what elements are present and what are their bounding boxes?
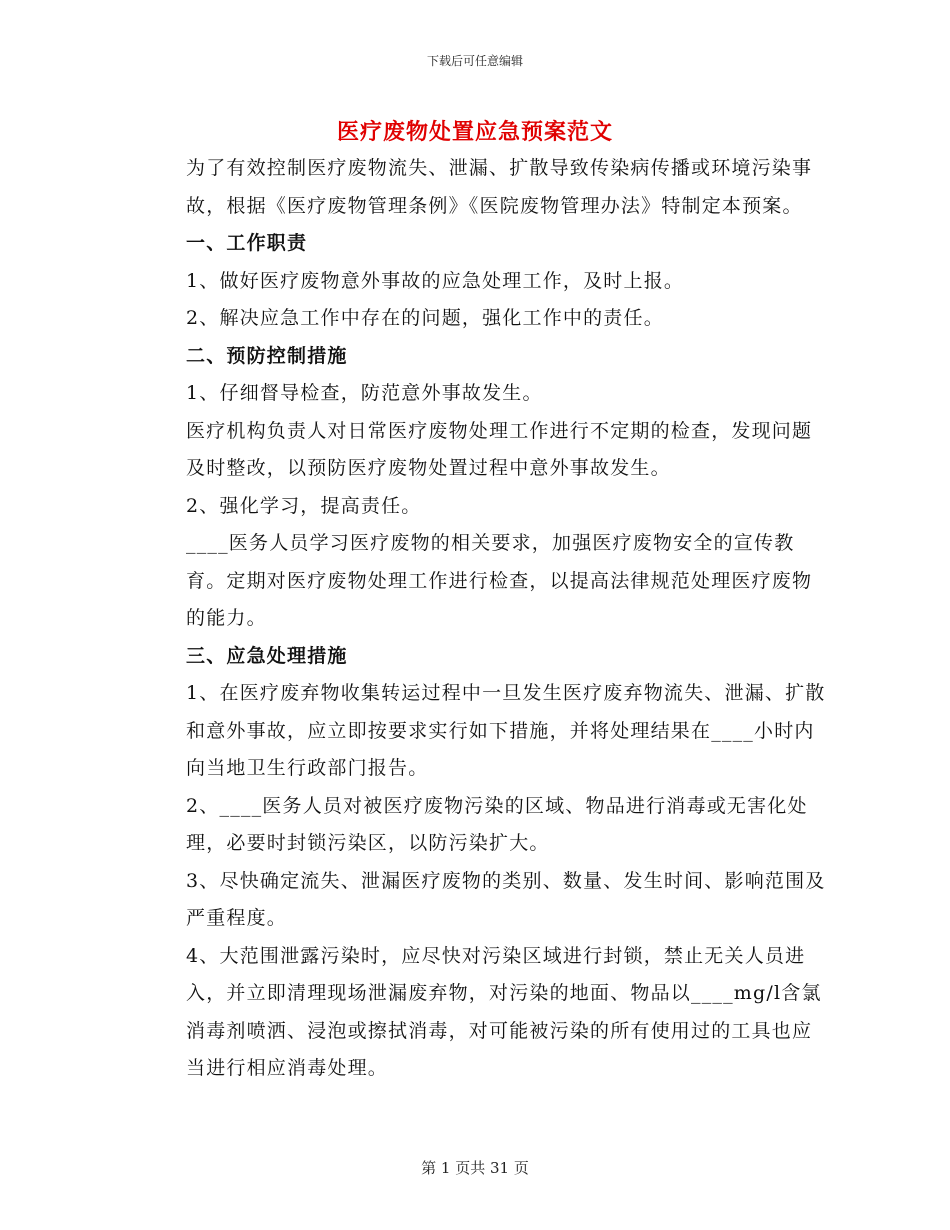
duty-item-1: 1、做好医疗废物意外事故的应急处理工作，及时上报。 (186, 269, 685, 292)
prevention-item-2: 2、强化学习，提高责任。 (186, 494, 422, 517)
emergency-item-1: 1、在医疗废弃物收集转运过程中一旦发生医疗废弃物流失、泄漏、扩散和意外事故，应立即按要求实行如下措施，并将处理结果在____小时内向当地卫生行政部门报告。 (186, 682, 826, 779)
section-heading-duties: 一、工作职责 (186, 232, 308, 254)
emergency-item-4: 4、大范围泄露污染时，应尽快对污染区域进行封锁，禁止无关人员进入，并立即清理现场泄漏废弃物，对污染的地面、物品以____mg/l含氯消毒剂喷洒、浸泡或擦拭消毒，对可能被污染的所有使用过的工具也应当进行相应消毒处理。 (186, 944, 822, 1079)
document-body (140, 150, 830, 1088)
prevention-item-2-detail: ____医务人员学习医疗废物的相关要求，加强医疗废物安全的宣传教育。定期对医疗废物处理工作进行检查，以提高法律规范处理医疗废物的能力。 (186, 532, 813, 629)
prevention-item-1: 1、仔细督导检查，防范意外事故发生。 (186, 382, 543, 404)
document-title: 医疗废物处置应急预案范文 (336, 119, 613, 145)
intro-paragraph: 为了有效控制医疗废物流失、泄漏、扩散导致传染病传播或环境污染事故，根据《医疗废物管理条例》《医院废物管理办法》特制定本预案。 (186, 157, 813, 217)
page-number-footer: 第 1 页共 31 页 (421, 1159, 529, 1177)
section-heading-emergency: 三、应急处理措施 (186, 644, 348, 667)
emergency-item-3: 3、尽快确定流失、泄漏医疗废物的类别、数量、发生时间、影响范围及严重程度。 (186, 869, 826, 929)
section-heading-prevention: 二、预防控制措施 (186, 344, 348, 367)
prevention-item-1-detail: 医疗机构负责人对日常医疗废物处理工作进行不定期的检查，发现问题及时整改，以预防医疗废物处置过程中意外事故发生。 (186, 419, 813, 479)
page-header-note: 下载后可任意编辑 (426, 54, 523, 68)
emergency-item-2: 2、____医务人员对被医疗废物污染的区域、物品进行消毒或无害化处理，必要时封锁污染区，以防污染扩大。 (186, 794, 808, 854)
duty-item-2: 2、解决应急工作中存在的问题，强化工作中的责任。 (186, 307, 664, 329)
